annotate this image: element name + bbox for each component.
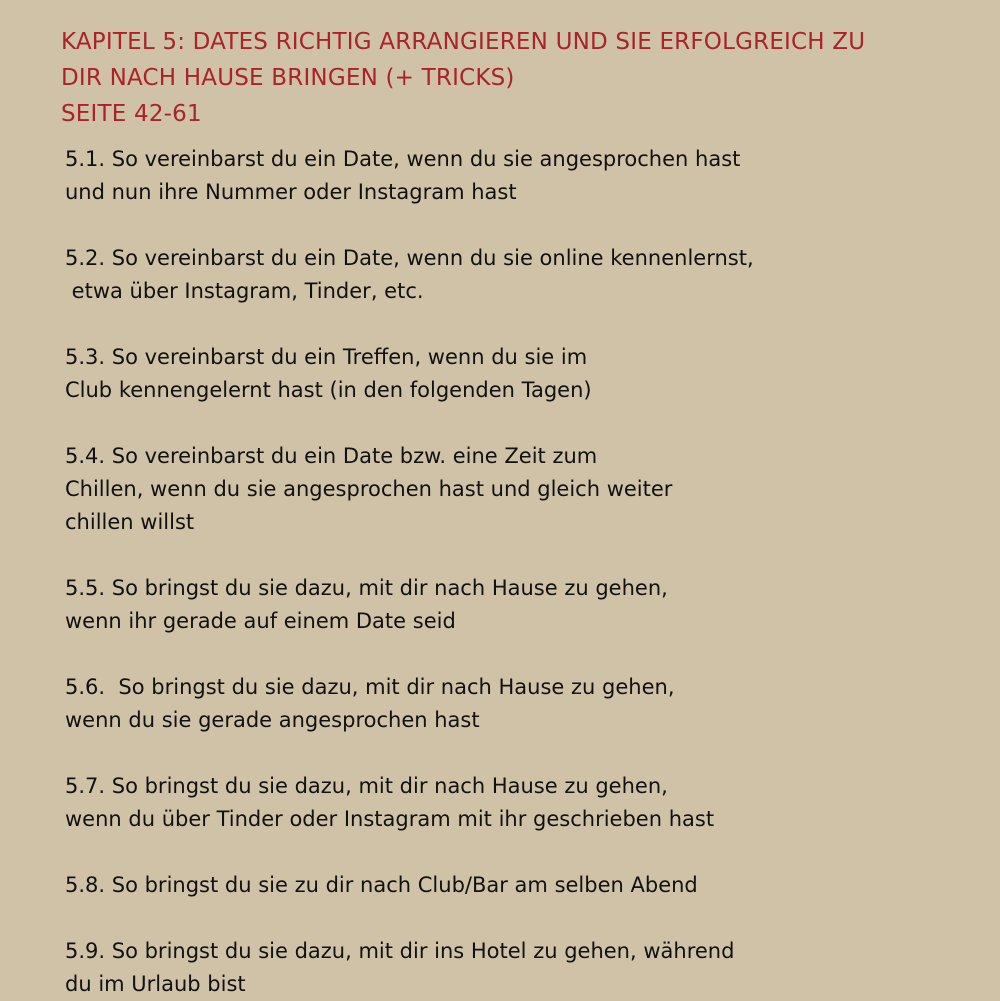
spacer: [65, 737, 945, 770]
toc-line: 5.7. So bringst du sie dazu, mit dir nach Hause zu gehen,: [65, 774, 668, 798]
toc-line: wenn ihr gerade auf einem Date seid: [65, 609, 456, 633]
toc-line: 5.2. So vereinbarst du ein Date, wenn du sie online kennenlernst,: [65, 246, 754, 270]
chapter-page-range: SEITE 42-61: [61, 101, 202, 127]
toc-line: etwa über Instagram, Tinder, etc.: [65, 279, 424, 303]
toc-line: du im Urlaub bist: [65, 972, 246, 996]
spacer: [65, 638, 945, 671]
toc-line: 5.1. So vereinbarst du ein Date, wenn du sie angesprochen hast: [65, 147, 741, 171]
table-of-contents: [65, 143, 945, 1001]
toc-line: 5.9. So bringst du sie dazu, mit dir ins Hotel zu gehen, während: [65, 939, 735, 963]
spacer: [65, 407, 945, 440]
chapter-header: [61, 24, 961, 132]
toc-item-5-6: [65, 671, 945, 737]
toc-line: 5.5. So bringst du sie dazu, mit dir nach Hause zu gehen,: [65, 576, 668, 600]
toc-item-5-3: [65, 341, 945, 407]
spacer: [65, 308, 945, 341]
toc-item-5-5: [65, 572, 945, 638]
toc-line: 5.3. So vereinbarst du ein Treffen, wenn du sie im: [65, 345, 588, 369]
toc-line: wenn du sie gerade angesprochen hast: [65, 708, 480, 732]
toc-line: 5.4. So vereinbarst du ein Date bzw. eine Zeit zum: [65, 444, 598, 468]
toc-line: Chillen, wenn du sie angesprochen hast und gleich weiter: [65, 477, 673, 501]
toc-line: 5.6. So bringst du sie dazu, mit dir nach Hause zu gehen,: [65, 675, 675, 699]
chapter-title-line-2: DIR NACH HAUSE BRINGEN (+ TRICKS): [61, 65, 515, 91]
toc-line: chillen willst: [65, 510, 195, 534]
toc-line: und nun ihre Nummer oder Instagram hast: [65, 180, 517, 204]
toc-line: wenn du über Tinder oder Instagram mit ihr geschrieben hast: [65, 807, 715, 831]
toc-item-5-2: [65, 242, 945, 308]
toc-item-5-9: [65, 935, 945, 1001]
spacer: [65, 902, 945, 935]
toc-item-5-7: [65, 770, 945, 836]
spacer: [65, 836, 945, 869]
toc-item-5-1: [65, 143, 945, 209]
toc-line: 5.8. So bringst du sie zu dir nach Club/Bar am selben Abend: [65, 873, 698, 897]
spacer: [65, 209, 945, 242]
toc-line: Club kennengelernt hast (in den folgenden Tagen): [65, 378, 592, 402]
spacer: [65, 539, 945, 572]
chapter-title-line-1: KAPITEL 5: DATES RICHTIG ARRANGIEREN UND SIE ERFOLGREICH ZU: [61, 29, 866, 55]
toc-item-5-8: [65, 869, 945, 902]
toc-item-5-4: [65, 440, 945, 539]
